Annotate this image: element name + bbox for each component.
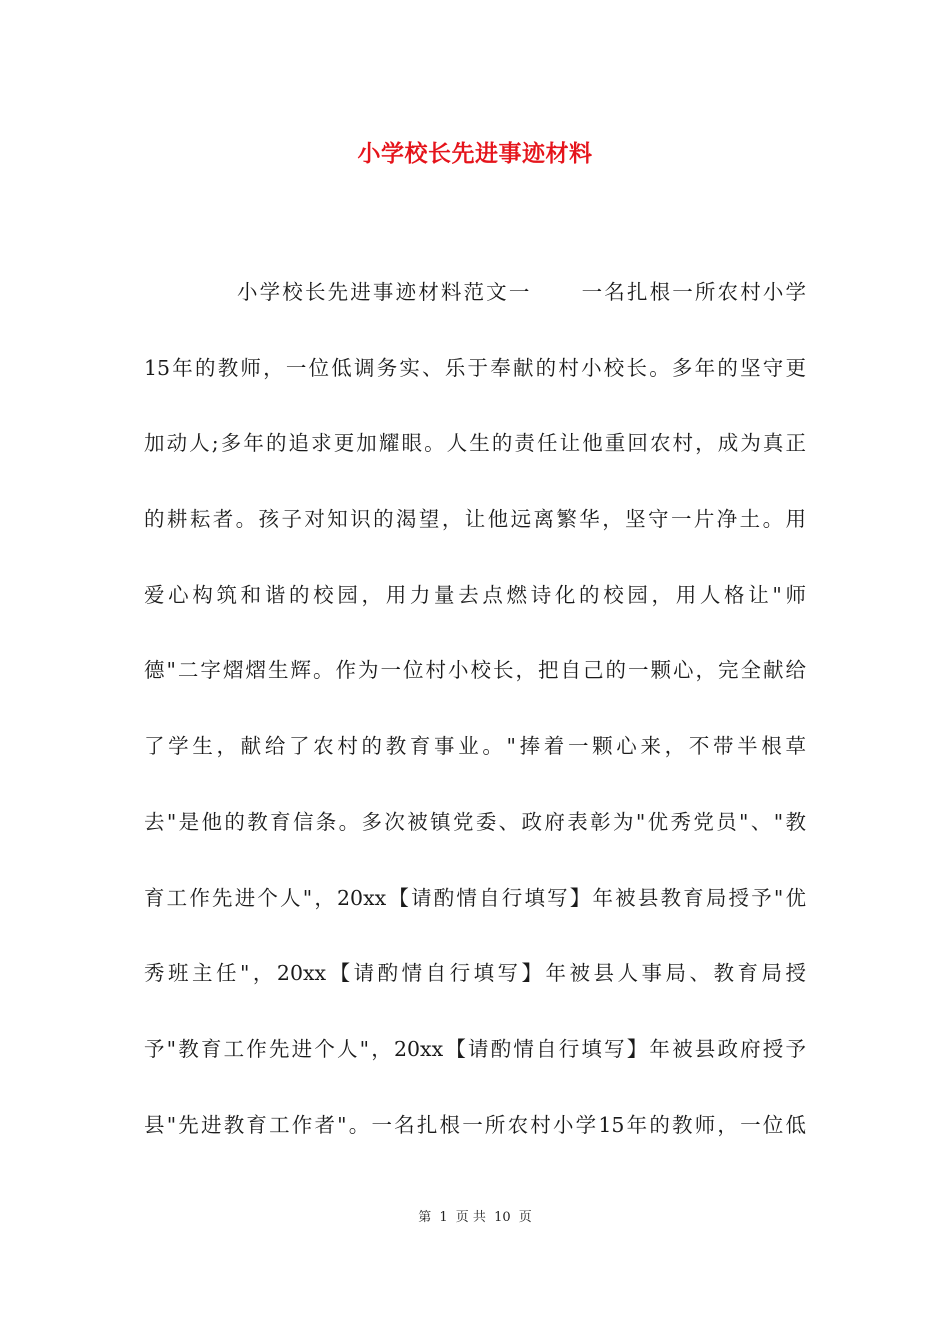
footer-total-pages: 10 — [494, 1210, 511, 1225]
body-line: 德"二字熠熠生辉。作为一位村小校长，把自己的一颗心，完全献给 — [144, 658, 806, 683]
body-line: 15年的教师，一位低调务实、乐于奉献的村小校长。多年的坚守更 — [144, 355, 806, 380]
body-line: 育工作先进个人"，20xx【请酌情自行填写】年被县教育局授予"优 — [144, 885, 806, 910]
document-body — [144, 274, 806, 1182]
body-line: 秀班主任"，20xx【请酌情自行填写】年被县人事局、教育局授 — [144, 961, 806, 986]
footer-current-page: 1 — [439, 1210, 448, 1225]
body-line — [144, 274, 806, 350]
body-line: 县"先进教育工作者"。一名扎根一所农村小学15年的教师，一位低 — [144, 1112, 806, 1137]
body-line: 加动人;多年的追求更加耀眼。人生的责任让他重回农村，成为真正 — [144, 431, 806, 456]
document-title: 小学校长先进事迹材料 — [357, 140, 593, 167]
page-footer — [0, 1208, 950, 1228]
body-line-tail: 一名扎根一所农村小学 — [579, 280, 806, 304]
body-line: 爱心构筑和谐的校园，用力量去点燃诗化的校园，用人格让"师 — [144, 582, 806, 607]
body-line: 予"教育工作先进个人"，20xx【请酌情自行填写】年被县政府授予 — [144, 1036, 806, 1061]
body-line: 的耕耘者。孩子对知识的渴望，让他远离繁华，坚守一片净土。用 — [144, 507, 806, 532]
footer-suffix: 页 — [518, 1210, 532, 1225]
body-line: 去"是他的教育信条。多次被镇党委、政府表彰为"优秀党员"、"教 — [144, 809, 806, 834]
body-line-lead: 小学校长先进事迹材料范文一 — [237, 280, 532, 304]
body-line: 了学生，献给了农村的教育事业。"捧着一颗心来，不带半根草 — [144, 734, 806, 759]
footer-mid: 页 共 — [455, 1210, 486, 1225]
footer-prefix: 第 — [418, 1210, 432, 1225]
